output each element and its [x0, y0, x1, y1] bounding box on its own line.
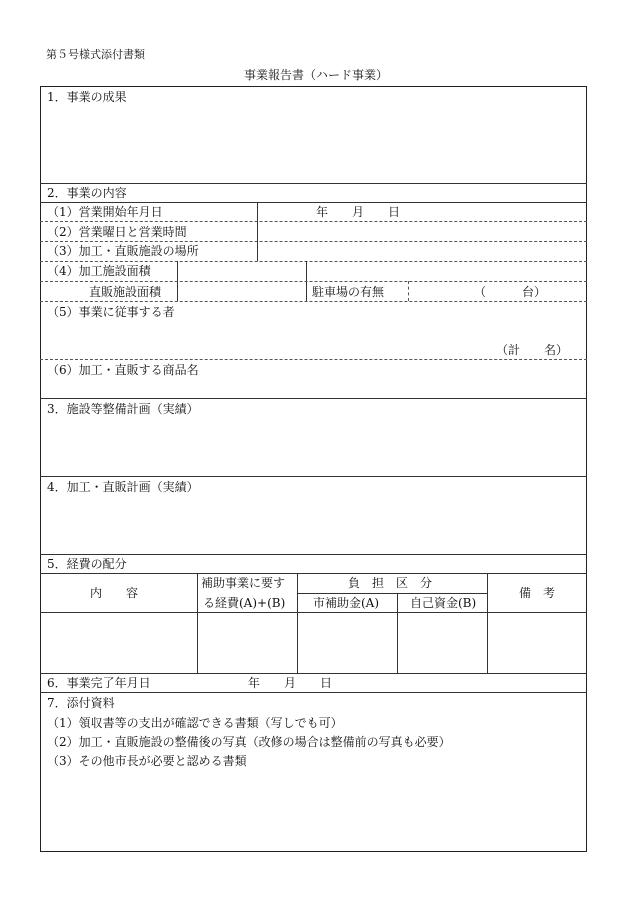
divider	[40, 692, 587, 693]
section-4-input-area[interactable]	[41, 498, 586, 553]
divider	[40, 573, 587, 574]
section-5-label: 5．経費の配分	[47, 557, 127, 571]
divider	[408, 281, 409, 301]
staff-label: （5）事業に従事する者	[47, 305, 175, 319]
product-name-field[interactable]	[41, 380, 586, 397]
divider	[40, 673, 587, 674]
product-name-label: （6）加工・直販する商品名	[47, 363, 199, 377]
expense-city-subsidy-cell[interactable]	[298, 613, 396, 672]
business-days-hours-label: （2）営業曜日と営業時間	[47, 225, 187, 239]
document-title: 事業報告書（ハード事業）	[244, 68, 389, 82]
divider	[40, 261, 587, 262]
divider	[40, 183, 587, 184]
expense-required-cost-cell[interactable]	[198, 613, 296, 672]
staff-total-field[interactable]: （計 名）	[496, 343, 569, 357]
column-required-cost-header-line1: 補助事業に要す	[201, 576, 286, 590]
parking-label: 駐車場の有無	[312, 285, 385, 299]
divider	[40, 476, 587, 477]
divider	[40, 398, 587, 399]
divider	[40, 281, 587, 282]
column-content-header: 内 容	[90, 586, 139, 600]
retail-area-field[interactable]	[178, 282, 305, 300]
processing-area-field[interactable]	[178, 262, 305, 280]
column-remarks-header: 備 考	[519, 586, 556, 600]
processing-area-label: （4）加工施設面積	[47, 264, 151, 278]
business-start-date-field[interactable]: 年 月 日	[316, 205, 401, 219]
column-burden-header: 負 担 区 分	[348, 576, 433, 590]
expense-remarks-cell[interactable]	[488, 613, 586, 672]
section-7-label: 7．添付資料	[47, 696, 115, 710]
form-reference: 第５号様式添付書類	[46, 48, 145, 61]
section-3-label: 3．施設等整備計画（実績）	[47, 402, 199, 416]
expense-self-funds-cell[interactable]	[398, 613, 486, 672]
section-3-input-area[interactable]	[41, 420, 586, 475]
attachment-item: （3）その他市長が必要と認める書類	[47, 754, 247, 768]
section-1-input-area[interactable]	[41, 106, 586, 182]
business-start-date-label: （1）営業開始年月日	[47, 205, 163, 219]
expense-content-cell[interactable]	[41, 613, 196, 672]
facility-location-label: （3）加工・直販施設の場所	[47, 244, 199, 258]
divider	[40, 359, 587, 360]
section-4-label: 4．加工・直販計画（実績）	[47, 480, 199, 494]
attachment-item: （2）加工・直販施設の整備後の写真（改修の場合は整備前の写真も必要）	[47, 735, 451, 749]
attachment-item: （1）領収書等の支出が確認できる書類（写しでも可）	[47, 716, 343, 730]
column-required-cost-header-line2: る経費(A)+(B)	[203, 596, 286, 610]
facility-location-field[interactable]	[258, 242, 586, 261]
business-days-hours-field[interactable]	[258, 222, 586, 241]
divider	[40, 202, 587, 203]
section-6-label: 6．事業完了年月日	[47, 676, 151, 690]
divider	[40, 301, 587, 302]
column-self-funds-header: 自己資金(B)	[410, 596, 477, 610]
divider	[40, 554, 587, 555]
section-2-label: 2．事業の内容	[47, 186, 127, 200]
parking-count-field[interactable]: （ 台）	[474, 285, 547, 299]
section-1-label: 1．事業の成果	[47, 90, 127, 104]
divider	[297, 593, 487, 594]
column-city-subsidy-header: 市補助金(A)	[313, 596, 380, 610]
retail-area-label: 直販施設面積	[89, 285, 162, 299]
completion-date-field[interactable]: 年 月 日	[248, 676, 333, 690]
